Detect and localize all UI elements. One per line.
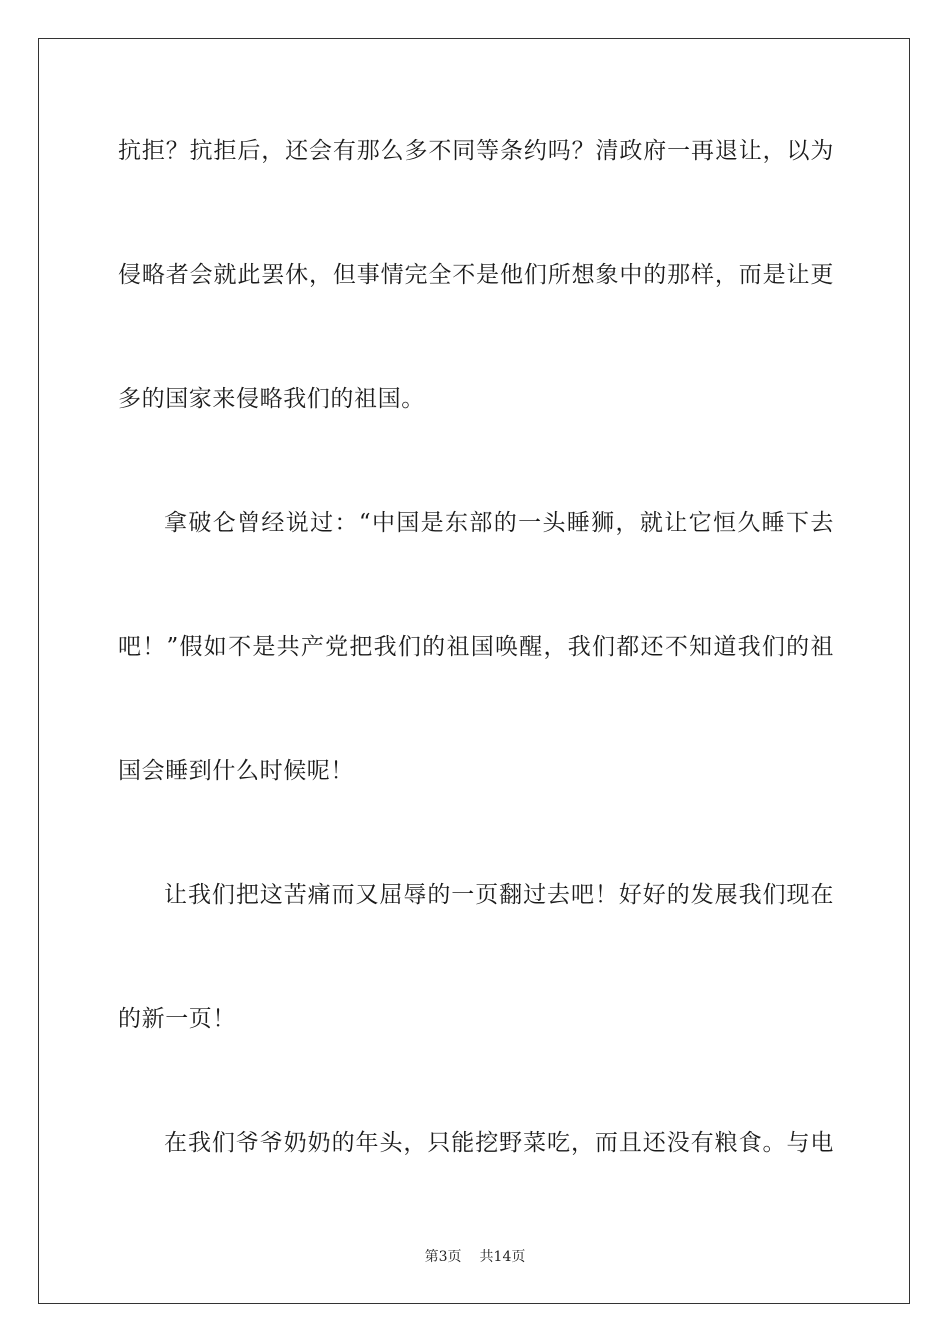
text-line: 在我们爷爷奶奶的年头，只能挖野菜吃，而且还没有粮食。与电 bbox=[164, 1130, 834, 1156]
text-line: 吧！”假如不是共产党把我们的祖国唤醒，我们都还不知道我们的祖 bbox=[118, 634, 834, 660]
text-line: 拿破仑曾经说过：“中国是东部的一头睡狮，就让它恒久睡下去 bbox=[164, 510, 834, 536]
text-line: 多的国家来侵略我们的祖国。 bbox=[118, 386, 425, 412]
page-footer bbox=[0, 1248, 950, 1266]
page-number: 第3页 bbox=[424, 1249, 462, 1265]
page-total: 共14页 bbox=[479, 1249, 526, 1265]
text-line: 侵略者会就此罢休，但事情完全不是他们所想象中的那样，而是让更 bbox=[118, 262, 834, 288]
text-line: 的新一页！ bbox=[118, 1006, 236, 1032]
text-line: 让我们把这苦痛而又屈辱的一页翻过去吧！好好的发展我们现在 bbox=[164, 882, 834, 908]
text-line: 国会睡到什么时候呢！ bbox=[118, 758, 354, 784]
text-line: 抗拒？抗拒后，还会有那么多不同等条约吗？清政府一再退让，以为 bbox=[118, 138, 834, 164]
page-border bbox=[38, 38, 910, 1304]
